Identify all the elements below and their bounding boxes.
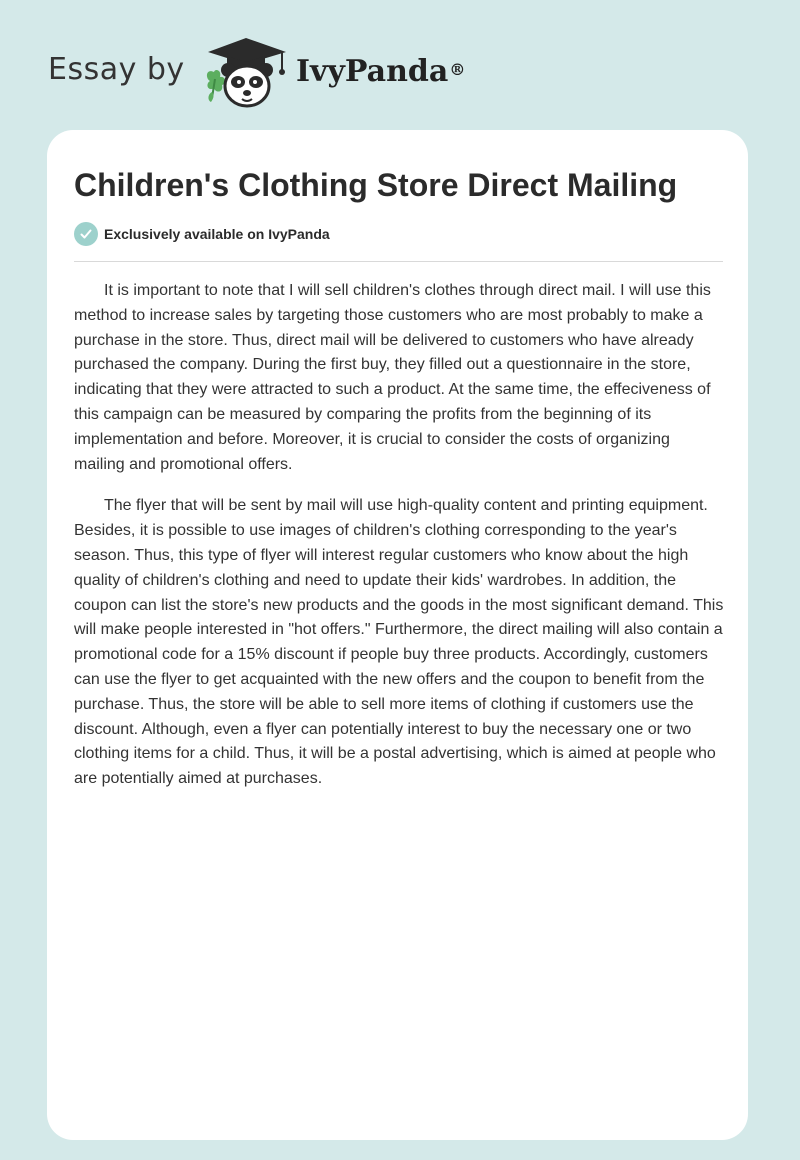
essay-by-label: Essay by [48, 52, 185, 87]
paragraph: It is important to note that I will sell children's clothes through direct mail. I will use this method to increase sales by targeting those customers who are most probably to make a purchase in the store. Thus, direct mail will be delivered to customers who have already purchased the company. During the first buy, they filled out a questionnaire in the store, indicating that they were attracted to such a product. At the same time, the effeciveness of this campaign can be measured by comparing the profits from the beginning of its implementation and before. Moreover, it is crucial to consider the costs of organizing mailing and promotional offers. [74, 282, 711, 473]
exclusive-badge [74, 221, 330, 247]
site-header [0, 0, 800, 120]
divider [74, 261, 723, 262]
ivy-leaf-icon [207, 70, 225, 102]
paragraph: The flyer that will be sent by mail will use high-quality content and printing equipment. Besides, it is possible to use images of children's clothing corresponding to the year's season. Thus, this type of flyer will interest regular customers who know about the high quality of children's clothing and need to update their kids' wardrobes. In addition, the coupon can list the store's new products and the goods in the most significant demand. This will make people interested in "hot offers." Furthermore, the direct mailing will also contain a promotional code for a 15% discount if people buy three products. Accordingly, customers can use the flyer to get acquainted with the new offers and the coupon to benefit from the purchase. Thus, the store will be able to sell more items of clothing if customers use the discount. Although, even a flyer can potentially interest to buy the necessary one or two clothing items for a child. Thus, it will be a postal advertising, which is aimed at people who are potentially aimed at purchases. [74, 497, 724, 788]
check-circle-icon [74, 222, 98, 246]
brand-name[interactable]: IvyPanda® [296, 54, 466, 89]
essay-body [74, 279, 724, 809]
essay-card [47, 130, 748, 1140]
page-title: Children's Clothing Store Direct Mailing [74, 167, 678, 203]
panda-graduate-icon[interactable] [202, 32, 292, 112]
registered-mark: ® [449, 60, 466, 79]
badge-text: Exclusively available on IvyPanda [104, 226, 330, 242]
